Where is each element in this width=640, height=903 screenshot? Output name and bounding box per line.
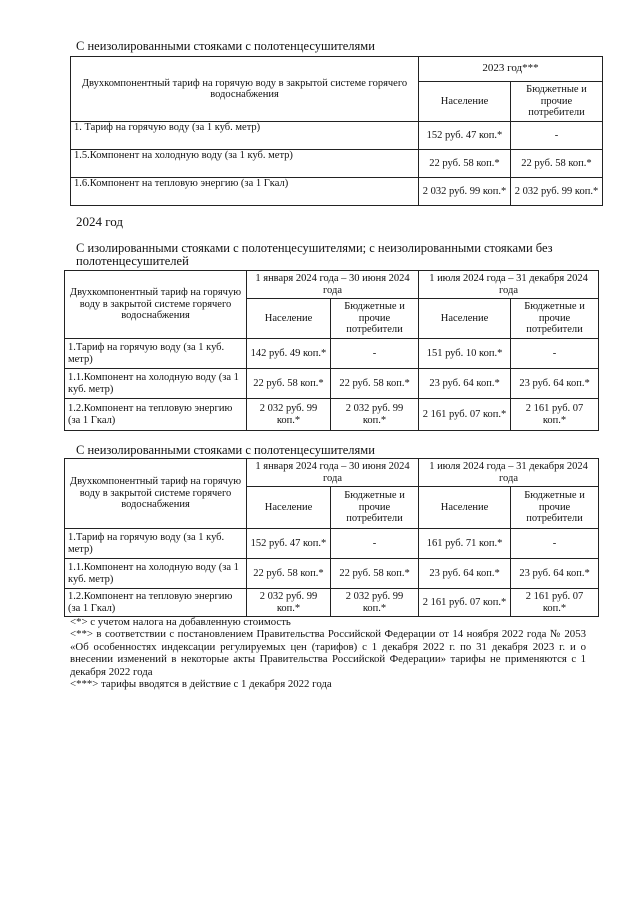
- col-header-budget: Бюджетные и прочие потребители: [511, 82, 603, 122]
- value-cell: 2 161 руб. 07 коп.*: [511, 589, 599, 617]
- footnote: <***> тарифы вводятся в действие с 1 декабря 2022 года: [70, 678, 332, 691]
- row-label: 1.Тариф на горячую воду (за 1 куб. метр): [65, 529, 247, 559]
- table-row: [65, 559, 599, 589]
- value-cell: 22 руб. 58 коп.*: [247, 369, 331, 399]
- period-header: 1 января 2024 года – 30 июня 2024 года: [247, 271, 419, 299]
- row-label: 1.Тариф на горячую воду (за 1 куб. метр): [65, 339, 247, 369]
- table-header-main: Двухкомпонентный тариф на горячую воду в закрытой системе горячего водоснабжения: [65, 459, 247, 529]
- value-budget: -: [511, 122, 603, 150]
- row-label: 1.2.Компонент на тепловую энергию (за 1 Гкал): [65, 399, 247, 431]
- table-row: [65, 399, 599, 431]
- value-cell: 23 руб. 64 коп.*: [511, 369, 599, 399]
- col-header-budget: Бюджетные и прочие потребители: [511, 487, 599, 529]
- col-header-population: Население: [247, 299, 331, 339]
- footnote: <*> с учетом налога на добавленную стоимость: [70, 616, 291, 628]
- value-cell: 2 161 руб. 07 коп.*: [419, 399, 511, 431]
- table-header-main: Двухкомпонентный тариф на горячую воду в закрытой системе горячего водоснабжения: [71, 57, 419, 122]
- col-header-population: Население: [419, 299, 511, 339]
- period-header: 2023 год***: [419, 57, 603, 82]
- period-header: 1 июля 2024 года – 31 декабря 2024 года: [419, 459, 599, 487]
- value-cell: 2 032 руб. 99 коп.*: [331, 589, 419, 617]
- table-header-main: Двухкомпонентный тариф на горячую воду в закрытой системе горячего водоснабжения: [65, 271, 247, 339]
- row-label: 1. Тариф на горячую воду (за 1 куб. метр): [71, 122, 419, 150]
- value-cell: 23 руб. 64 коп.*: [511, 559, 599, 589]
- tariff-table-2023: [70, 56, 603, 206]
- value-cell: 2 161 руб. 07 коп.*: [419, 589, 511, 617]
- row-label: 1.5.Компонент на холодную воду (за 1 куб. метр): [71, 150, 419, 178]
- value-budget: 22 руб. 58 коп.*: [511, 150, 603, 178]
- row-label: 1.1.Компонент на холодную воду (за 1 куб. метр): [65, 559, 247, 589]
- value-cell: -: [331, 339, 419, 369]
- value-cell: 161 руб. 71 коп.*: [419, 529, 511, 559]
- col-header-budget: Бюджетные и прочие потребители: [331, 487, 419, 529]
- table-row: [65, 339, 599, 369]
- table-row: [71, 178, 603, 206]
- value-cell: 151 руб. 10 коп.*: [419, 339, 511, 369]
- col-header-population: Население: [419, 82, 511, 122]
- value-cell: 2 032 руб. 99 коп.*: [331, 399, 419, 431]
- table-row: [71, 122, 603, 150]
- table-row: [65, 529, 599, 559]
- row-label: 1.2.Компонент на тепловую энергию (за 1 Гкал): [65, 589, 247, 617]
- value-cell: 22 руб. 58 коп.*: [247, 559, 331, 589]
- col-header-budget: Бюджетные и прочие потребители: [331, 299, 419, 339]
- value-population: 22 руб. 58 коп.*: [419, 150, 511, 178]
- tariff-table-2024-non-isolated: [64, 458, 599, 617]
- value-cell: 23 руб. 64 коп.*: [419, 559, 511, 589]
- row-label: 1.6.Компонент на тепловую энергию (за 1 Гкал): [71, 178, 419, 206]
- table-row: [65, 589, 599, 617]
- value-cell: 152 руб. 47 коп.*: [247, 529, 331, 559]
- year-heading: 2024 год: [76, 214, 123, 229]
- value-cell: 2 161 руб. 07 коп.*: [511, 399, 599, 431]
- col-header-population: Население: [419, 487, 511, 529]
- value-population: 152 руб. 47 коп.*: [419, 122, 511, 150]
- value-cell: 22 руб. 58 коп.*: [331, 369, 419, 399]
- tariff-table-2024-isolated: [64, 270, 599, 431]
- section1-heading: С неизолированными стояками с полотенцесушителями: [76, 39, 375, 53]
- table-row: [65, 369, 599, 399]
- col-header-budget: Бюджетные и прочие потребители: [511, 299, 599, 339]
- footnotes: [70, 616, 586, 690]
- value-cell: 142 руб. 49 коп.*: [247, 339, 331, 369]
- value-budget: 2 032 руб. 99 коп.*: [511, 178, 603, 206]
- col-header-population: Население: [247, 487, 331, 529]
- value-cell: -: [331, 529, 419, 559]
- value-cell: 23 руб. 64 коп.*: [419, 369, 511, 399]
- table-row: [71, 150, 603, 178]
- row-label: 1.1.Компонент на холодную воду (за 1 куб. метр): [65, 369, 247, 399]
- period-header: 1 января 2024 года – 30 июня 2024 года: [247, 459, 419, 487]
- value-population: 2 032 руб. 99 коп.*: [419, 178, 511, 206]
- value-cell: -: [511, 529, 599, 559]
- value-cell: 2 032 руб. 99 коп.*: [247, 399, 331, 431]
- section3-heading: С неизолированными стояками с полотенцесушителями: [76, 443, 375, 457]
- value-cell: 2 032 руб. 99 коп.*: [247, 589, 331, 617]
- period-header: 1 июля 2024 года – 31 декабря 2024 года: [419, 271, 599, 299]
- section2-heading: С изолированными стояками с полотенцесушителями; с неизолированными стояками без полотенцесушителей: [76, 241, 553, 268]
- value-cell: 22 руб. 58 коп.*: [331, 559, 419, 589]
- footnote: <**> в соответствии с постановлением Правительства Российской Федерации от 14 ноября 2022 года № 2053 «Об особенностях индексации регулируемых цен (тарифов) с 1 декабря 2022 г. по 31 декабря 2023 г. и о внесении изменений в некоторые акты Правительства Российской Федерации» тарифы не применяются с 1 декабря 2022 года: [70, 628, 586, 678]
- value-cell: -: [511, 339, 599, 369]
